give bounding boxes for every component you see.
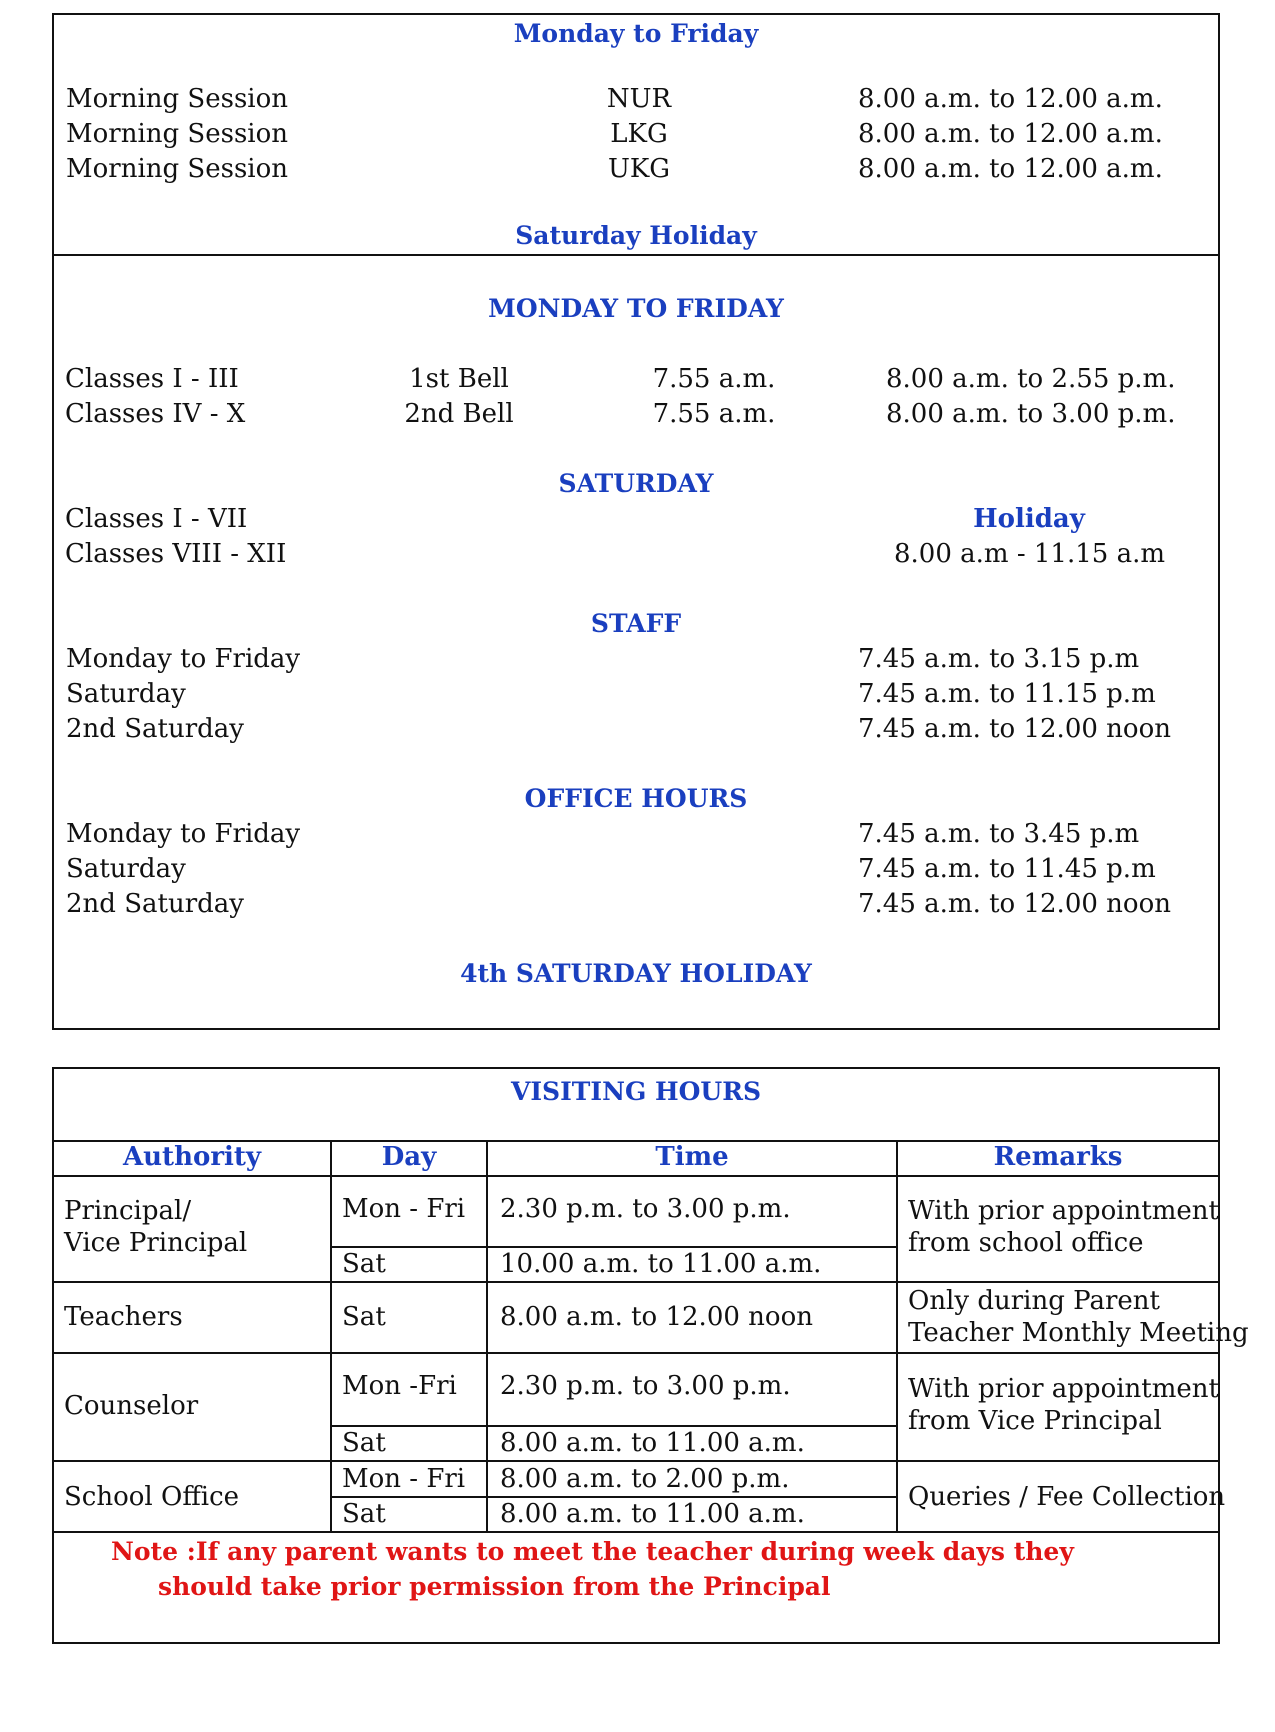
saturday-time: 8.00 a.m - 11.15 a.m xyxy=(894,539,1166,569)
table-line xyxy=(330,1425,897,1427)
class-time: 8.00 a.m. to 3.00 p.m. xyxy=(886,399,1176,429)
class-name: NUR xyxy=(606,84,672,114)
authority-cell: School Office xyxy=(64,1482,240,1512)
staff-time: 7.45 a.m. to 3.15 p.m xyxy=(858,644,1140,674)
office-day: 2nd Saturday xyxy=(66,889,244,919)
bell-time: 7.55 a.m. xyxy=(652,364,776,394)
pre-primary-heading: Monday to Friday xyxy=(513,19,759,48)
column-header-remarks: Remarks xyxy=(993,1142,1123,1172)
classes-label: Classes I - III xyxy=(65,364,239,394)
staff-time: 7.45 a.m. to 11.15 p.m xyxy=(858,679,1156,709)
class-time: 8.00 a.m. to 2.55 p.m. xyxy=(886,364,1176,394)
class-name: UKG xyxy=(607,154,671,184)
staff-day: 2nd Saturday xyxy=(66,714,244,744)
bell-label: 1st Bell xyxy=(409,364,509,394)
school-footer: 4th SATURDAY HOLIDAY xyxy=(460,959,812,988)
day-cell: Sat xyxy=(342,1428,386,1458)
note-line-1: Note :If any parent wants to meet the teacher during week days they xyxy=(111,1537,1074,1566)
classes-label: Classes I - VII xyxy=(65,504,248,534)
office-time: 7.45 a.m. to 11.45 p.m xyxy=(858,854,1156,884)
bell-time: 7.55 a.m. xyxy=(652,399,776,429)
office-time: 7.45 a.m. to 3.45 p.m xyxy=(858,819,1140,849)
staff-heading: STAFF xyxy=(590,609,682,638)
table-line xyxy=(486,1140,488,1532)
staff-day: Saturday xyxy=(66,679,186,709)
session-label: Morning Session xyxy=(66,119,289,149)
school-heading: MONDAY TO FRIDAY xyxy=(488,294,784,323)
time-cell: 8.00 a.m. to 11.00 a.m. xyxy=(500,1428,805,1458)
remarks-cell: With prior appointment xyxy=(908,1374,1219,1404)
staff-time: 7.45 a.m. to 12.00 noon xyxy=(858,714,1171,744)
staff-day: Monday to Friday xyxy=(66,644,301,674)
table-line xyxy=(54,1175,1218,1177)
table-line xyxy=(330,1246,897,1248)
saturday-holiday: Holiday xyxy=(973,504,1085,534)
column-header-time: Time xyxy=(655,1142,729,1172)
pre-primary-box xyxy=(52,13,1220,256)
office-day: Monday to Friday xyxy=(66,819,301,849)
authority-cell: Counselor xyxy=(64,1391,199,1421)
remarks-cell: Teacher Monthly Meeting xyxy=(908,1318,1249,1348)
table-line xyxy=(54,1281,1218,1283)
time-cell: 2.30 p.m. to 3.00 p.m. xyxy=(500,1194,791,1224)
table-line xyxy=(54,1460,1218,1462)
table-line xyxy=(54,1352,1218,1354)
time-cell: 8.00 a.m. to 2.00 p.m. xyxy=(500,1464,790,1494)
office-hours-heading: OFFICE HOURS xyxy=(524,784,748,813)
day-cell: Sat xyxy=(342,1499,386,1529)
session-time: 8.00 a.m. to 12.00 a.m. xyxy=(858,84,1163,114)
remarks-cell: from school office xyxy=(908,1228,1144,1258)
authority-cell: Teachers xyxy=(64,1302,183,1332)
authority-cell: Vice Principal xyxy=(64,1228,248,1258)
class-name: LKG xyxy=(610,119,668,149)
table-line xyxy=(896,1140,898,1532)
remarks-cell: With prior appointment xyxy=(908,1196,1219,1226)
session-time: 8.00 a.m. to 12.00 a.m. xyxy=(858,119,1163,149)
column-header-day: Day xyxy=(381,1142,437,1172)
remarks-cell: Only during Parent xyxy=(908,1286,1160,1316)
session-label: Morning Session xyxy=(66,154,289,184)
remarks-cell: Queries / Fee Collection xyxy=(908,1482,1226,1512)
pre-primary-footer: Saturday Holiday xyxy=(515,221,757,250)
time-cell: 8.00 a.m. to 12.00 noon xyxy=(500,1302,813,1332)
remarks-cell: from Vice Principal xyxy=(908,1406,1162,1436)
session-label: Morning Session xyxy=(66,84,289,114)
note-line-2: should take prior permission from the Principal xyxy=(158,1572,831,1601)
day-cell: Sat xyxy=(342,1249,386,1279)
authority-cell: Principal/ xyxy=(64,1196,192,1226)
day-cell: Mon -Fri xyxy=(342,1371,457,1401)
classes-label: Classes IV - X xyxy=(65,399,246,429)
table-line xyxy=(54,1531,1218,1533)
visiting-hours-box xyxy=(52,1067,1249,1644)
column-header-authority: Authority xyxy=(122,1142,262,1172)
school-timings-box xyxy=(52,254,1220,1030)
table-line xyxy=(330,1140,332,1532)
time-cell: 2.30 p.m. to 3.00 p.m. xyxy=(500,1371,791,1401)
office-time: 7.45 a.m. to 12.00 noon xyxy=(858,889,1171,919)
bell-label: 2nd Bell xyxy=(404,399,514,429)
office-day: Saturday xyxy=(66,854,186,884)
time-cell: 10.00 a.m. to 11.00 a.m. xyxy=(500,1249,822,1279)
visiting-hours-heading: VISITING HOURS xyxy=(510,1077,762,1106)
day-cell: Mon - Fri xyxy=(342,1464,466,1494)
saturday-heading: SATURDAY xyxy=(558,469,714,498)
classes-label: Classes VIII - XII xyxy=(65,539,287,569)
time-cell: 8.00 a.m. to 11.00 a.m. xyxy=(500,1499,805,1529)
session-time: 8.00 a.m. to 12.00 a.m. xyxy=(858,154,1163,184)
day-cell: Mon - Fri xyxy=(342,1194,466,1224)
day-cell: Sat xyxy=(342,1302,386,1332)
table-line xyxy=(330,1496,897,1498)
